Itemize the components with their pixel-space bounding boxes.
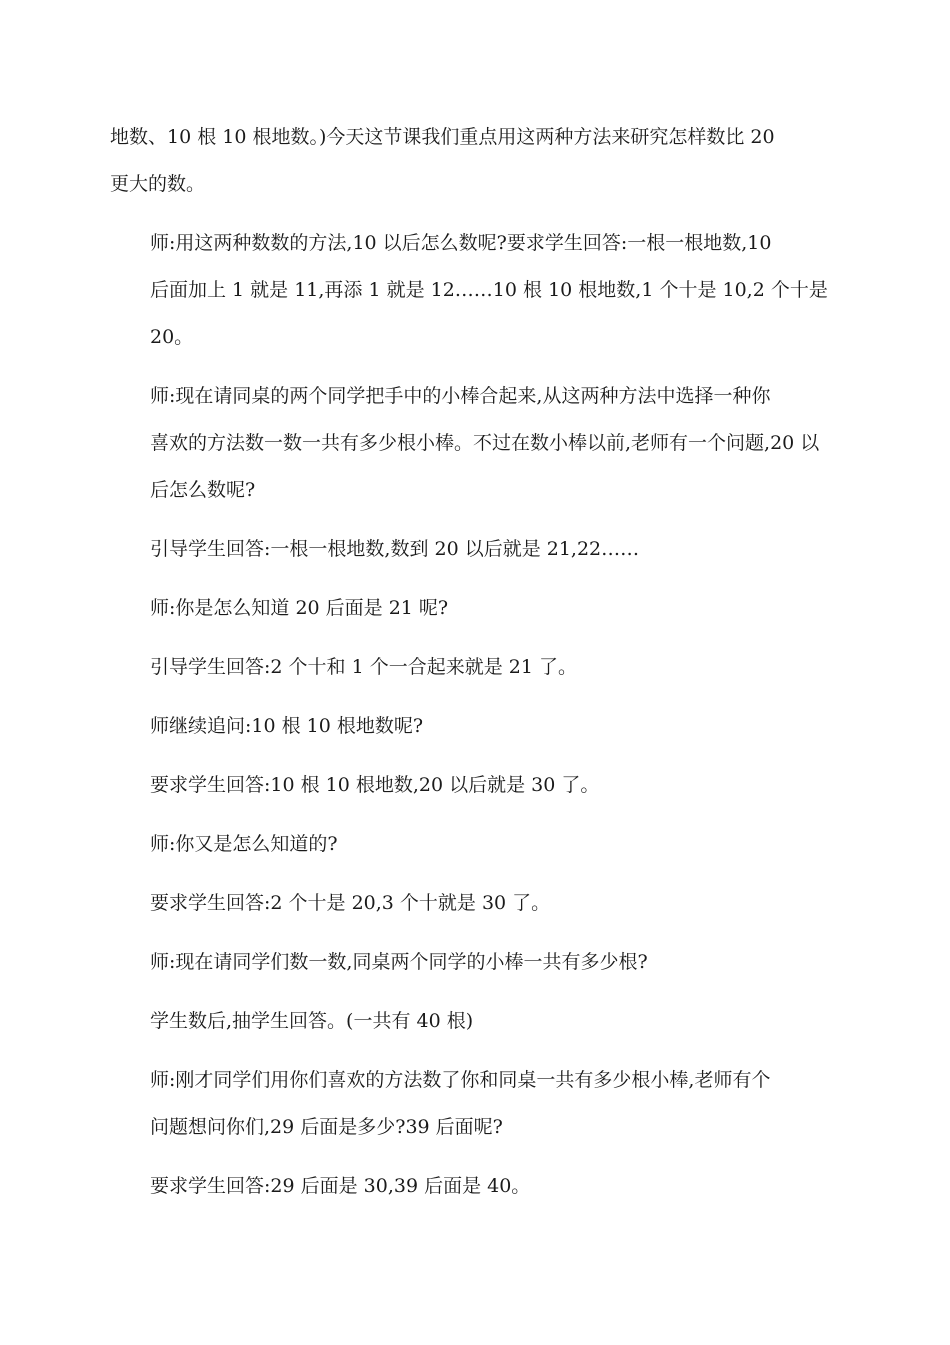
text-line: 要求学生回答:2 个十是 20,3 个十就是 30 了。 [150,892,551,914]
paragraph [110,703,845,750]
paragraph [110,644,845,691]
document-body [110,114,845,1222]
text-line: 师:你又是怎么知道的? [150,833,338,855]
text-line: 引导学生回答:一根一根地数,数到 20 以后就是 21,22…… [150,538,640,560]
text-line: 要求学生回答:10 根 10 根地数,20 以后就是 30 了。 [150,774,600,796]
paragraph [110,1057,845,1151]
paragraph [110,998,845,1045]
text-line: 师:你是怎么知道 20 后面是 21 呢? [150,597,449,619]
text-line: 要求学生回答:29 后面是 30,39 后面是 40。 [150,1175,531,1197]
text-line: 问题想问你们,29 后面是多少?39 后面呢? [150,1116,503,1138]
paragraph [110,1163,845,1210]
text-line: 后怎么数呢? [150,479,256,501]
paragraph [110,585,845,632]
paragraph [110,526,845,573]
text-line: 喜欢的方法数一数一共有多少根小棒。不过在数小棒以前,老师有一个问题,20 以 [150,432,820,454]
text-line: 师:用这两种数数的方法,10 以后怎么数呢?要求学生回答:一根一根地数,10 [150,232,772,254]
text-line: 师继续追问:10 根 10 根地数呢? [150,715,424,737]
paragraph [110,762,845,809]
paragraph [110,220,845,361]
text-line: 后面加上 1 就是 11,再添 1 就是 12……10 根 10 根地数,1 个十是 10,2 个十是 [150,279,828,301]
paragraph [110,880,845,927]
text-line: 师:刚才同学们用你们喜欢的方法数了你和同桌一共有多少根小棒,老师有个 [150,1069,771,1091]
paragraph [110,821,845,868]
text-line: 地数、10 根 10 根地数。)今天这节课我们重点用这两种方法来研究怎样数比 20 [110,126,775,148]
paragraph [110,939,845,986]
paragraph [110,114,845,208]
text-line: 师:现在请同桌的两个同学把手中的小棒合起来,从这两种方法中选择一种你 [150,385,771,407]
text-line: 更大的数。 [110,173,206,195]
paragraph [110,373,845,514]
text-line: 师:现在请同学们数一数,同桌两个同学的小棒一共有多少根? [150,951,648,973]
text-line: 引导学生回答:2 个十和 1 个一合起来就是 21 了。 [150,656,577,678]
text-line: 学生数后,抽学生回答。(一共有 40 根) [150,1010,474,1032]
text-line: 20。 [150,326,194,348]
